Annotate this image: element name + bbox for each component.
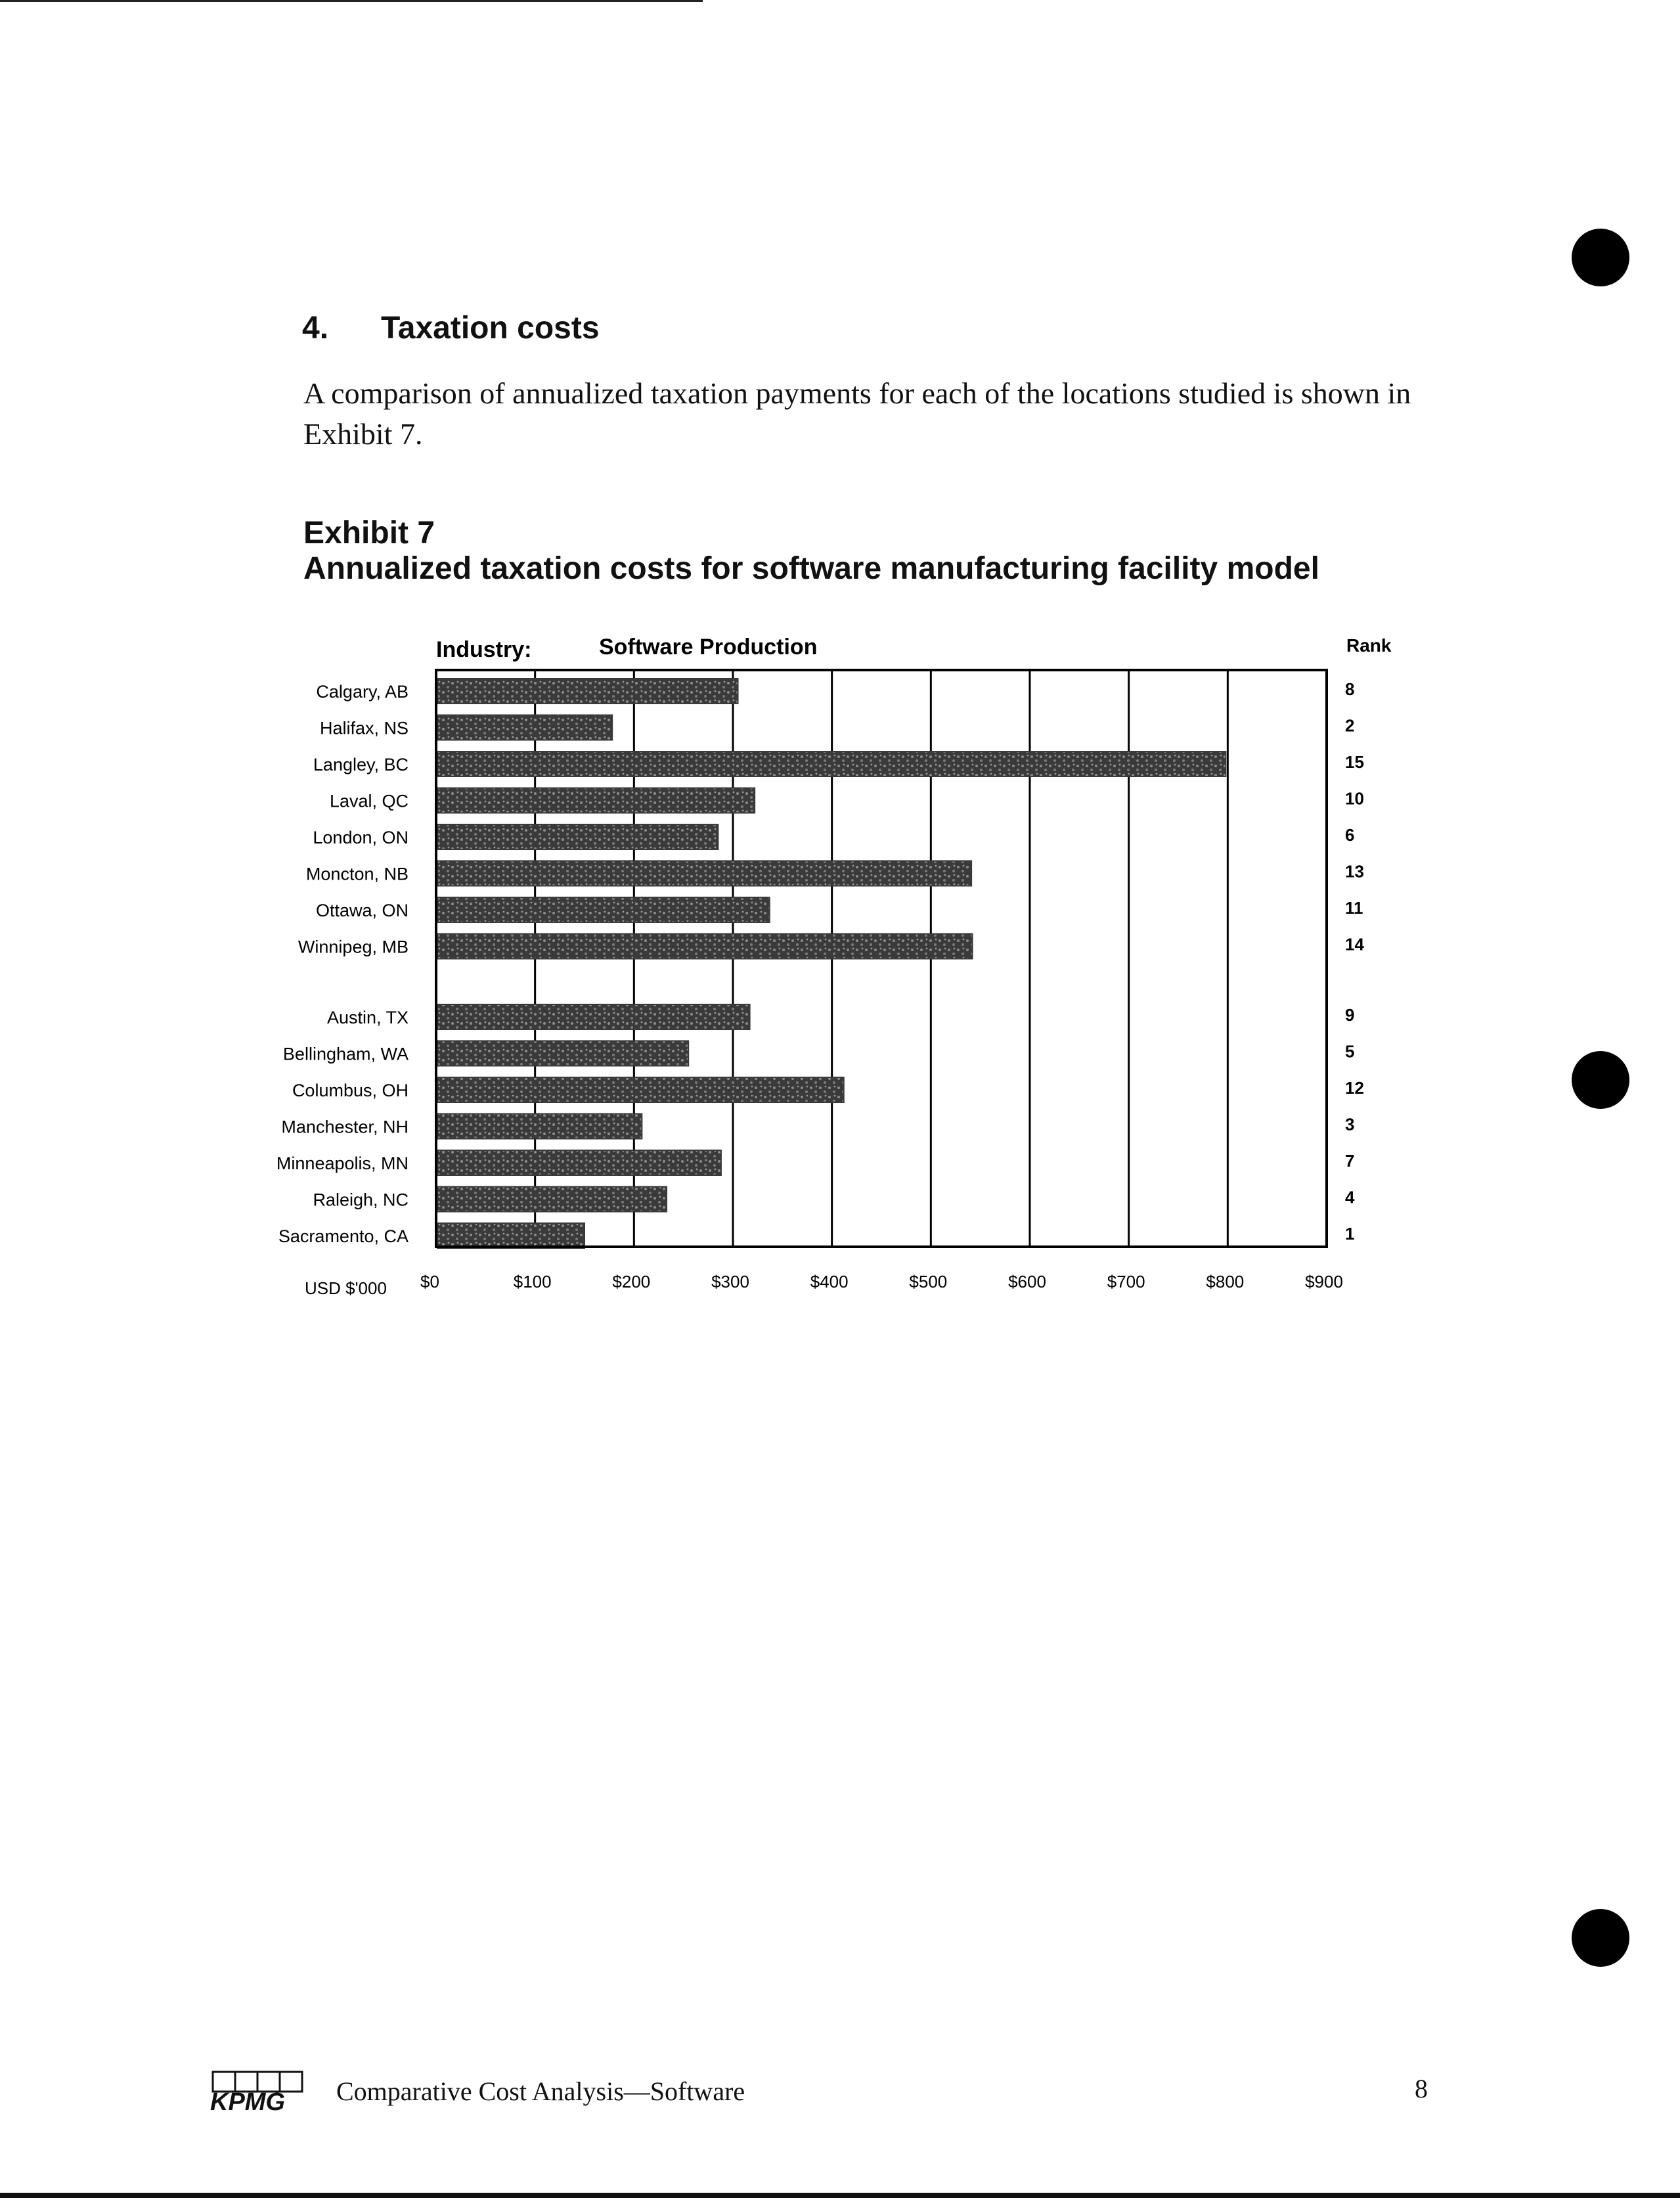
rank-header: Rank <box>1346 635 1392 656</box>
rank-labels <box>1345 679 1364 1244</box>
category-label: Ottawa, ON <box>315 901 409 920</box>
rank-label: 3 <box>1345 1114 1355 1134</box>
rank-label: 12 <box>1345 1078 1364 1098</box>
bar <box>437 824 718 849</box>
x-tick-label: $100 <box>513 1272 552 1291</box>
x-tick-labels <box>420 1272 1343 1291</box>
page-number: 8 <box>1415 2074 1428 2103</box>
x-tick-label: $500 <box>909 1272 948 1291</box>
rank-label: 1 <box>1345 1224 1355 1244</box>
category-label: London, ON <box>313 828 409 847</box>
kpmg-logo <box>209 2069 307 2113</box>
bar <box>437 897 770 922</box>
section-title: Taxation costs <box>381 311 600 346</box>
rank-label: 6 <box>1345 825 1355 845</box>
category-label: Laval, QC <box>329 791 409 811</box>
category-label: Raleigh, NC <box>313 1190 409 1210</box>
bar <box>437 788 755 813</box>
x-axis-label: USD $'000 <box>305 1278 387 1298</box>
category-label: Moncton, NB <box>305 864 409 884</box>
rank-label: 5 <box>1345 1041 1355 1062</box>
x-tick-label: $700 <box>1107 1272 1145 1291</box>
category-label: Austin, TX <box>326 1008 409 1027</box>
bottom-rule <box>0 2193 1680 2198</box>
x-tick-label: $600 <box>1008 1272 1046 1291</box>
x-tick-label: $300 <box>711 1272 749 1291</box>
rank-label: 15 <box>1345 752 1364 772</box>
kpmg-logo-text: KPMG <box>210 2088 285 2113</box>
bar <box>437 1041 688 1066</box>
rank-label: 9 <box>1345 1005 1355 1025</box>
exhibit-title: Annualized taxation costs for software manufacturing facility model <box>303 551 1319 586</box>
bar <box>437 1114 642 1139</box>
exhibit-label: Exhibit 7 <box>303 516 435 550</box>
rank-label: 10 <box>1345 788 1364 809</box>
section-number: 4. <box>302 311 329 346</box>
category-label: Halifax, NS <box>319 718 409 738</box>
bar <box>437 751 1226 776</box>
bar <box>437 861 971 886</box>
bar <box>437 1004 750 1029</box>
x-tick-label: $400 <box>810 1272 849 1291</box>
industry-value: Software Production <box>599 635 818 660</box>
x-tick-label: $800 <box>1206 1272 1245 1291</box>
bar <box>437 1150 721 1175</box>
category-label: Minneapolis, MN <box>276 1154 409 1173</box>
bar <box>437 715 612 740</box>
category-label: Winnipeg, MB <box>298 937 409 957</box>
rank-label: 8 <box>1345 679 1355 699</box>
binder-hole-bottom <box>1572 1909 1629 1967</box>
bar <box>437 934 973 959</box>
x-tick-label: $200 <box>612 1272 651 1291</box>
footer-title: Comparative Cost Analysis—Software <box>336 2076 745 2106</box>
bar <box>437 679 738 704</box>
x-tick-label: $900 <box>1305 1272 1343 1291</box>
bar <box>437 1077 844 1102</box>
rank-label: 4 <box>1345 1187 1355 1207</box>
bar <box>437 1187 667 1212</box>
category-label: Manchester, NH <box>281 1117 409 1137</box>
category-label: Langley, BC <box>313 755 409 774</box>
rank-label: 7 <box>1345 1151 1355 1171</box>
rank-label: 2 <box>1345 715 1355 736</box>
x-tick-label: $0 <box>420 1272 439 1291</box>
category-label: Bellingham, WA <box>282 1044 409 1064</box>
category-labels <box>276 682 409 1246</box>
rank-label: 13 <box>1345 861 1364 882</box>
rank-label: 11 <box>1345 898 1363 918</box>
industry-label: Industry: <box>436 637 532 662</box>
category-label: Columbus, OH <box>292 1081 409 1100</box>
category-label: Sacramento, CA <box>278 1226 409 1246</box>
intro-paragraph: A comparison of annualized taxation payments for each of the locations studied is shown in Exhibit 7. <box>303 376 1411 451</box>
bar <box>437 1223 585 1248</box>
category-label: Calgary, AB <box>316 682 409 702</box>
rank-label: 14 <box>1345 934 1364 954</box>
